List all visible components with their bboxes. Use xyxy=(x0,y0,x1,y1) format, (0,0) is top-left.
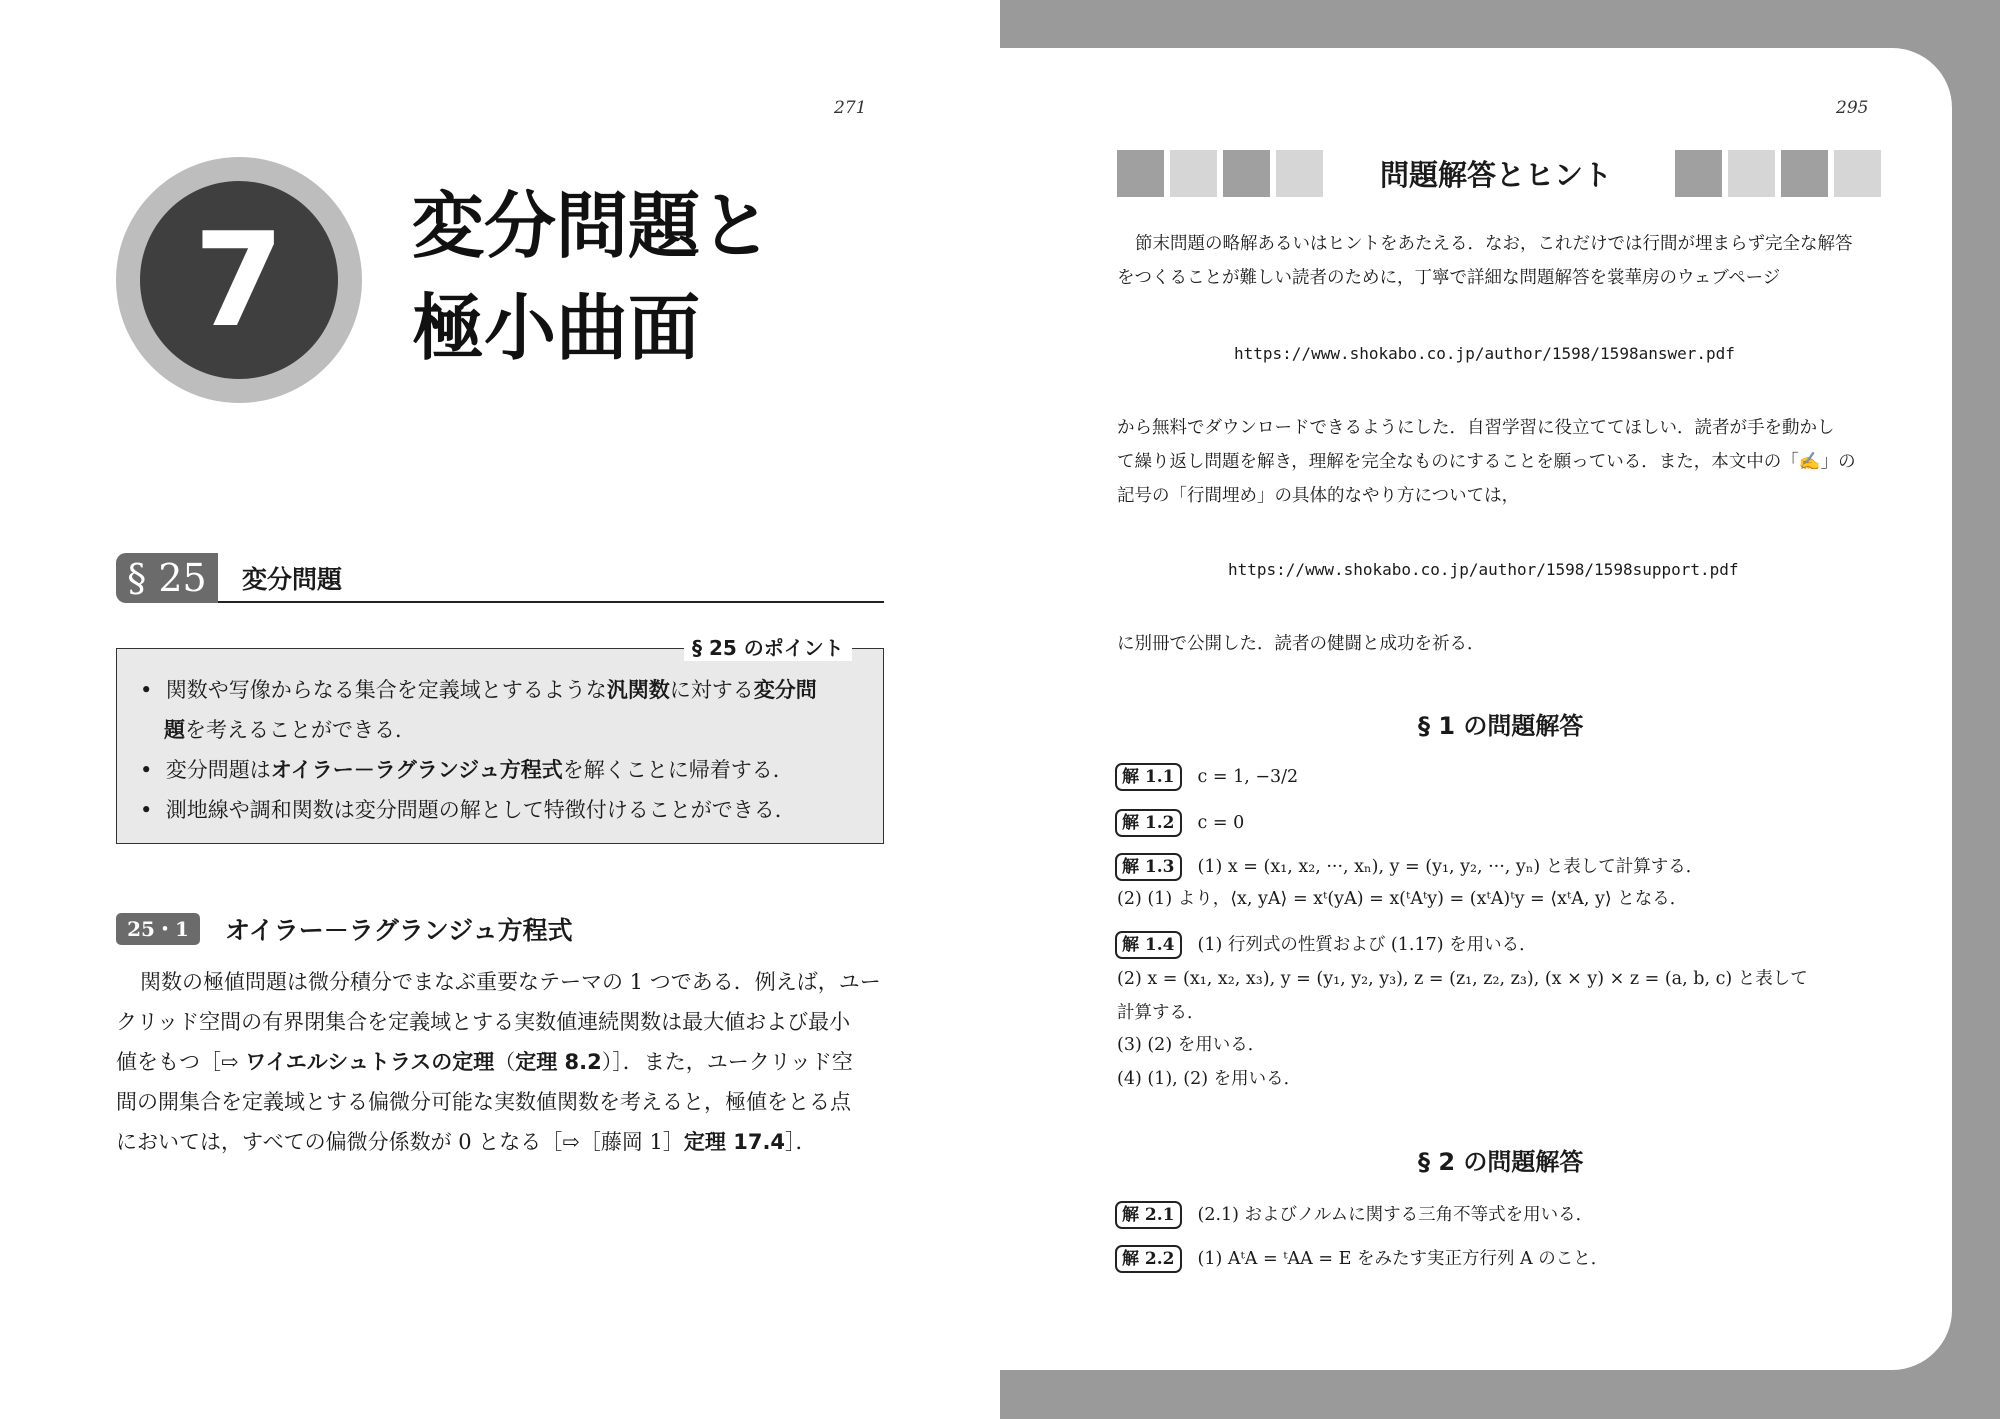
header-decor-block xyxy=(1117,150,1164,197)
answer-row: 解 1.3 (1) x = (x₁, x₂, ···, xₙ), y = (y₁, y₂, ···, yₙ) と表して計算する． xyxy=(1115,852,1703,882)
chapter-number: 7 xyxy=(140,181,338,379)
point-item-2: • 変分問題はオイラー－ラグランジュ方程式を解くことに帰着する． xyxy=(140,758,794,782)
answer-row: (2) x = (x₁, x₂, x₃), y = (y₁, y₂, y₃), z = (z₁, z₂, z₃), (x × y) × z = (a, b, c) と表して xyxy=(1117,969,1808,989)
section-title: 変分問題 xyxy=(242,565,343,594)
middle-line-1: から無料でダウンロードできるようにした．自習学習に役立ててほしい．読者が手を動かし xyxy=(1117,418,1835,438)
support-url-link[interactable]: https://www.shokabo.co.jp/author/1598/1598support.pdf xyxy=(1228,560,1739,579)
section-rule xyxy=(218,601,884,603)
subsection-badge: 25・1 xyxy=(116,913,200,945)
sec1-heading: § 1 の問題解答 xyxy=(1418,712,1584,740)
body-line-5: においては，すべての偏微分係数が 0 となる［⇨［藤岡 1］定理 17.4］． xyxy=(116,1130,817,1154)
closing-line: に別冊で公開した．読者の健闘と成功を祈る． xyxy=(1117,634,1485,654)
answer-row: (4) (1), (2) を用いる． xyxy=(1117,1069,1302,1089)
middle-line-3: 記号の「行間埋め」の具体的なやり方については， xyxy=(1117,486,1520,506)
answer-label: 解 1.2 xyxy=(1115,809,1182,837)
header-decor-block xyxy=(1170,150,1217,197)
answer-label: 解 2.1 xyxy=(1115,1201,1182,1229)
left-page-number: 271 xyxy=(834,98,867,118)
answers-title: 問題解答とヒント xyxy=(1380,158,1613,192)
right-page-number: 295 xyxy=(1836,98,1869,118)
answer-label: 解 1.4 xyxy=(1115,931,1182,959)
point-item-1: • 関数や写像からなる集合を定義域とするような汎関数に対する変分問 題を考えることができる． xyxy=(140,678,817,742)
answer-row: (2) (1) より，⟨x, yA⟩ = xᵗ(yA) = x(ᵗAᵗy) = (xᵗA)ᵗy = ⟨xᵗA, y⟩ となる． xyxy=(1117,889,1688,909)
answer-row: 解 1.4 (1) 行列式の性質および (1.17) を用いる． xyxy=(1115,930,1537,960)
chapter-title-line1: 変分問題と xyxy=(412,184,773,268)
header-decor-block xyxy=(1781,150,1828,197)
point-item-3: • 測地線や調和関数は変分問題の解として特徴付けることができる． xyxy=(140,798,796,822)
body-line-3: 値をもつ［⇨ ワイエルシュトラスの定理（定理 8.2）］．また，ユークリッド空 xyxy=(116,1050,853,1074)
answer-url-link[interactable]: https://www.shokabo.co.jp/author/1598/1598answer.pdf xyxy=(1234,344,1735,363)
chapter-title-line2: 極小曲面 xyxy=(412,286,701,370)
middle-line-2: て繰り返し問題を解き，理解を完全なものにすることを願っている．また，本文中の「✍」の xyxy=(1117,452,1856,472)
intro-line-2: をつくることが難しい読者のために，丁寧で詳細な問題解答を裳華房のウェブページ xyxy=(1117,268,1781,288)
header-decor-block xyxy=(1276,150,1323,197)
subsection-title: オイラー－ラグランジュ方程式 xyxy=(225,916,573,945)
header-decor-block xyxy=(1675,150,1722,197)
answer-row: 解 2.2 (1) AᵗA = ᵗAA = E をみたす実正方行列 A のこと． xyxy=(1115,1244,1608,1274)
body-line-1: 関数の極値問題は微分積分でまなぶ重要なテーマの 1 つである．例えば，ユー xyxy=(140,970,881,994)
answer-row: 計算する． xyxy=(1117,1003,1205,1023)
header-decor-block xyxy=(1834,150,1881,197)
answer-row: 解 1.1 c = 1, −3/2 xyxy=(1115,762,1298,792)
header-decor-block xyxy=(1728,150,1775,197)
answer-row: 解 2.1 (2.1) およびノルムに関する三角不等式を用いる． xyxy=(1115,1200,1593,1230)
answer-label: 解 2.2 xyxy=(1115,1245,1182,1273)
bullet-dot: • xyxy=(140,798,166,822)
body-line-2: クリッド空間の有界閉集合を定義域とする実数値連続関数は最大値および最小 xyxy=(116,1010,851,1034)
body-line-4: 間の開集合を定義域とする偏微分可能な実数値関数を考えると，極値をとる点 xyxy=(116,1090,851,1114)
section-badge: § 25 xyxy=(116,553,218,603)
answer-row: 解 1.2 c = 0 xyxy=(1115,808,1244,838)
sec2-heading: § 2 の問題解答 xyxy=(1418,1148,1584,1176)
answer-label: 解 1.1 xyxy=(1115,763,1182,791)
answer-label: 解 1.3 xyxy=(1115,853,1182,881)
intro-line-1: 節末問題の略解あるいはヒントをあたえる．なお，これだけでは行間が埋まらず完全な解答 xyxy=(1135,234,1853,254)
points-label: § 25 のポイント xyxy=(684,632,852,661)
bullet-dot: • xyxy=(140,678,166,702)
answer-row: (3) (2) を用いる． xyxy=(1117,1035,1266,1055)
header-decor-block xyxy=(1223,150,1270,197)
bullet-dot: • xyxy=(140,758,166,782)
